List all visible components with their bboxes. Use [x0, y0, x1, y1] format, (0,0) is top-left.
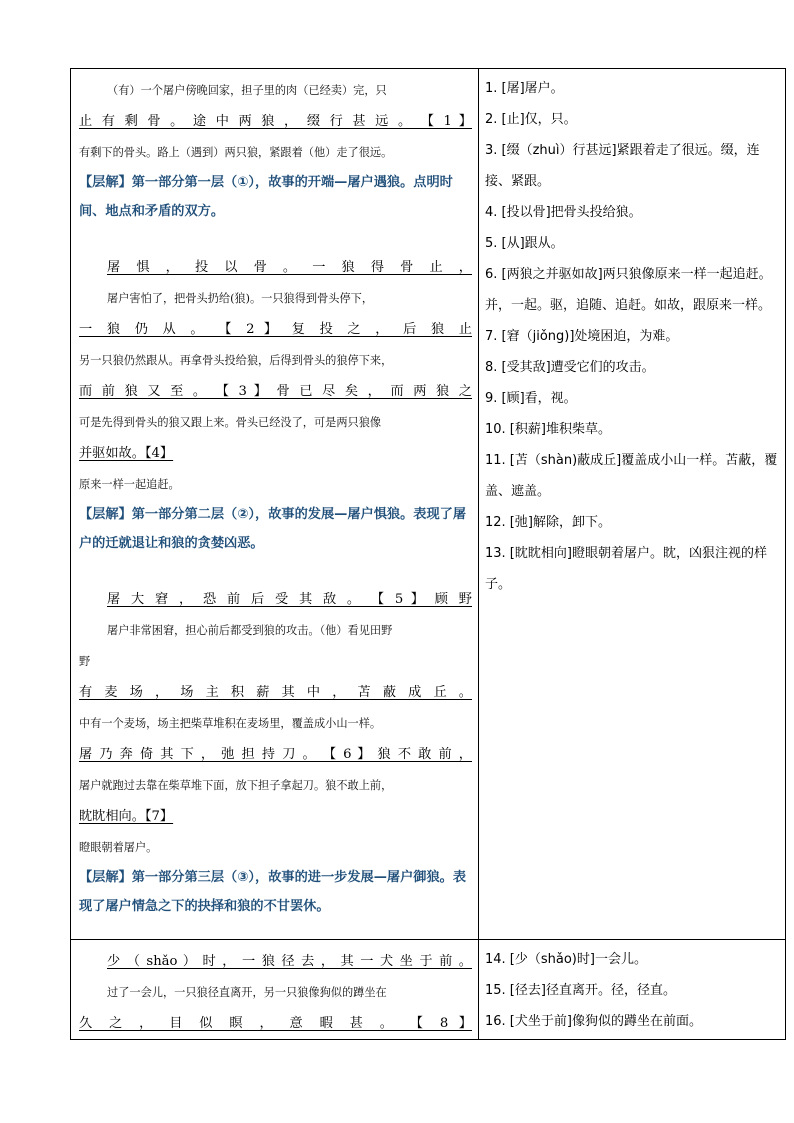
note-item: 12. [弛]解除，卸下。 — [485, 515, 611, 530]
translation-line: 瞪眼朝着屠户。 — [79, 841, 158, 854]
note-item: 7. [窘（jiǒng)]处境困迫，为难。 — [485, 329, 679, 344]
table-row — [71, 940, 786, 1040]
text-column — [71, 940, 479, 1040]
translation-line: 屠户非常困窘，担心前后都受到狼的攻击。（他）看见田野 — [107, 624, 393, 637]
notes-column — [479, 940, 786, 1040]
translation-line: 原来一样一起追赶。 — [79, 478, 180, 491]
original-text-line: 屠 大 窘 ， 恐 前 后 受 其 敌 。 【 5 】 顾 野 — [107, 592, 472, 607]
original-text-line: 止 有 剩 骨 。 途 中 两 狼 ， 缀 行 甚 远 。 【 1 】 — [79, 114, 472, 129]
translation-line: 屠户就跑过去靠在柴草堆下面，放下担子拿起刀。狼不敢上前， — [79, 779, 393, 792]
layer-analysis: 【层解】第一部分第三层（③），故事的进一步发展—屠户御狼。表现了屠户情急之下的抉择和狼的不甘罢休。 — [79, 870, 467, 914]
note-item: 5. [从]跟从。 — [485, 236, 564, 251]
note-item: 13. [眈眈相向]瞪眼朝着屠户。眈，凶狠注视的样子。 — [485, 546, 767, 592]
annotation-table — [70, 68, 786, 1040]
note-item: 4. [投以骨]把骨头投给狼。 — [485, 205, 642, 220]
original-text-line: 有 麦 场 ， 场 主 积 薪 其 中 ， 苫 蔽 成 丘 。 — [79, 685, 472, 700]
translation-line: （有）一个屠户傍晚回家，担子里的肉（已经卖）完，只 — [107, 84, 387, 97]
spacer — [79, 226, 472, 252]
table-row — [71, 69, 786, 940]
note-item: 16. [犬坐于前]像狗似的蹲坐在前面。 — [485, 1014, 702, 1029]
note-item: 9. [顾]看，视。 — [485, 391, 577, 406]
translation-line: 野 — [79, 655, 91, 668]
translation-line: 中有一个麦场，场主把柴草堆积在麦场里，覆盖成小山一样。 — [79, 717, 382, 730]
note-item: 6. [两狼之并驱如故]两只狼像原来一样一起追赶。并，一起。驱，追随、追赶。如故，跟原来一样。 — [485, 267, 772, 313]
note-item: 3. [缀（zhuì）行甚远]紧跟着走了很远。缀，连接、紧跟。 — [485, 143, 760, 189]
note-item: 15. [径去]径直离开。径，径直。 — [485, 983, 676, 998]
translation-line: 过了一会儿，一只狼径直离开，另一只狼像狗似的蹲坐在 — [107, 986, 387, 999]
translation-line: 另一只狼仍然跟从。再拿骨头投给狼，后得到骨头的狼停下来， — [79, 354, 393, 367]
text-column — [71, 69, 479, 940]
translation-line: 有剩下的骨头。路上（遇到）两只狼，紧跟着（他）走了很远。 — [79, 146, 393, 159]
note-item: 8. [受其敌]遭受它们的攻击。 — [485, 360, 655, 375]
original-text-line: 屠 乃 奔 倚 其 下 ， 弛 担 持 刀 。 【 6 】 狼 不 敢 前 ， — [79, 747, 472, 762]
translation-line: 屠户害怕了，把骨头扔给(狼)。一只狼得到骨头停下， — [107, 292, 374, 305]
note-item: 2. [止]仅，只。 — [485, 112, 577, 127]
original-text-line: 少 （ shǎo ） 时 ， 一 狼 径 去 ， 其 一 犬 坐 于 前 。 — [107, 954, 472, 969]
layer-analysis: 【层解】第一部分第一层（①），故事的开端—屠户遇狼。点明时间、地点和矛盾的双方。 — [79, 175, 453, 219]
note-item: 14. [少（shǎo)时]一会儿。 — [485, 952, 647, 967]
original-text-line: 久 之 ， 目 似 瞑 ， 意 暇 甚 。 【 8 】 — [79, 1016, 472, 1031]
note-item: 10. [积薪]堆积柴草。 — [485, 422, 611, 437]
note-item: 11. [苫（shàn)蔽成丘]覆盖成小山一样。苫蔽，覆盖、遮盖。 — [485, 453, 778, 499]
original-text-line: 而 前 狼 又 至 。 【 3 】 骨 已 尽 矣 ， 而 两 狼 之 — [79, 384, 472, 399]
original-text-line: 并驱如故。【4】 — [79, 446, 174, 461]
translation-line: 可是先得到骨头的狼又跟上来。骨头已经没了，可是两只狼像 — [79, 416, 382, 429]
note-item: 1. [屠]屠户。 — [485, 81, 564, 96]
original-text-line: 一 狼 仍 从 。 【 2 】 复 投 之 ， 后 狼 止 — [79, 322, 472, 337]
notes-column — [479, 69, 786, 940]
original-text-line: 眈眈相向。【7】 — [79, 809, 174, 824]
original-text-line: 屠 惧 ， 投 以 骨 。 一 狼 得 骨 止 ， — [107, 260, 472, 275]
layer-analysis: 【层解】第一部分第二层（②），故事的发展—屠户惧狼。表现了屠户的迁就退让和狼的贪婪凶恶。 — [79, 507, 467, 551]
spacer — [79, 558, 472, 584]
